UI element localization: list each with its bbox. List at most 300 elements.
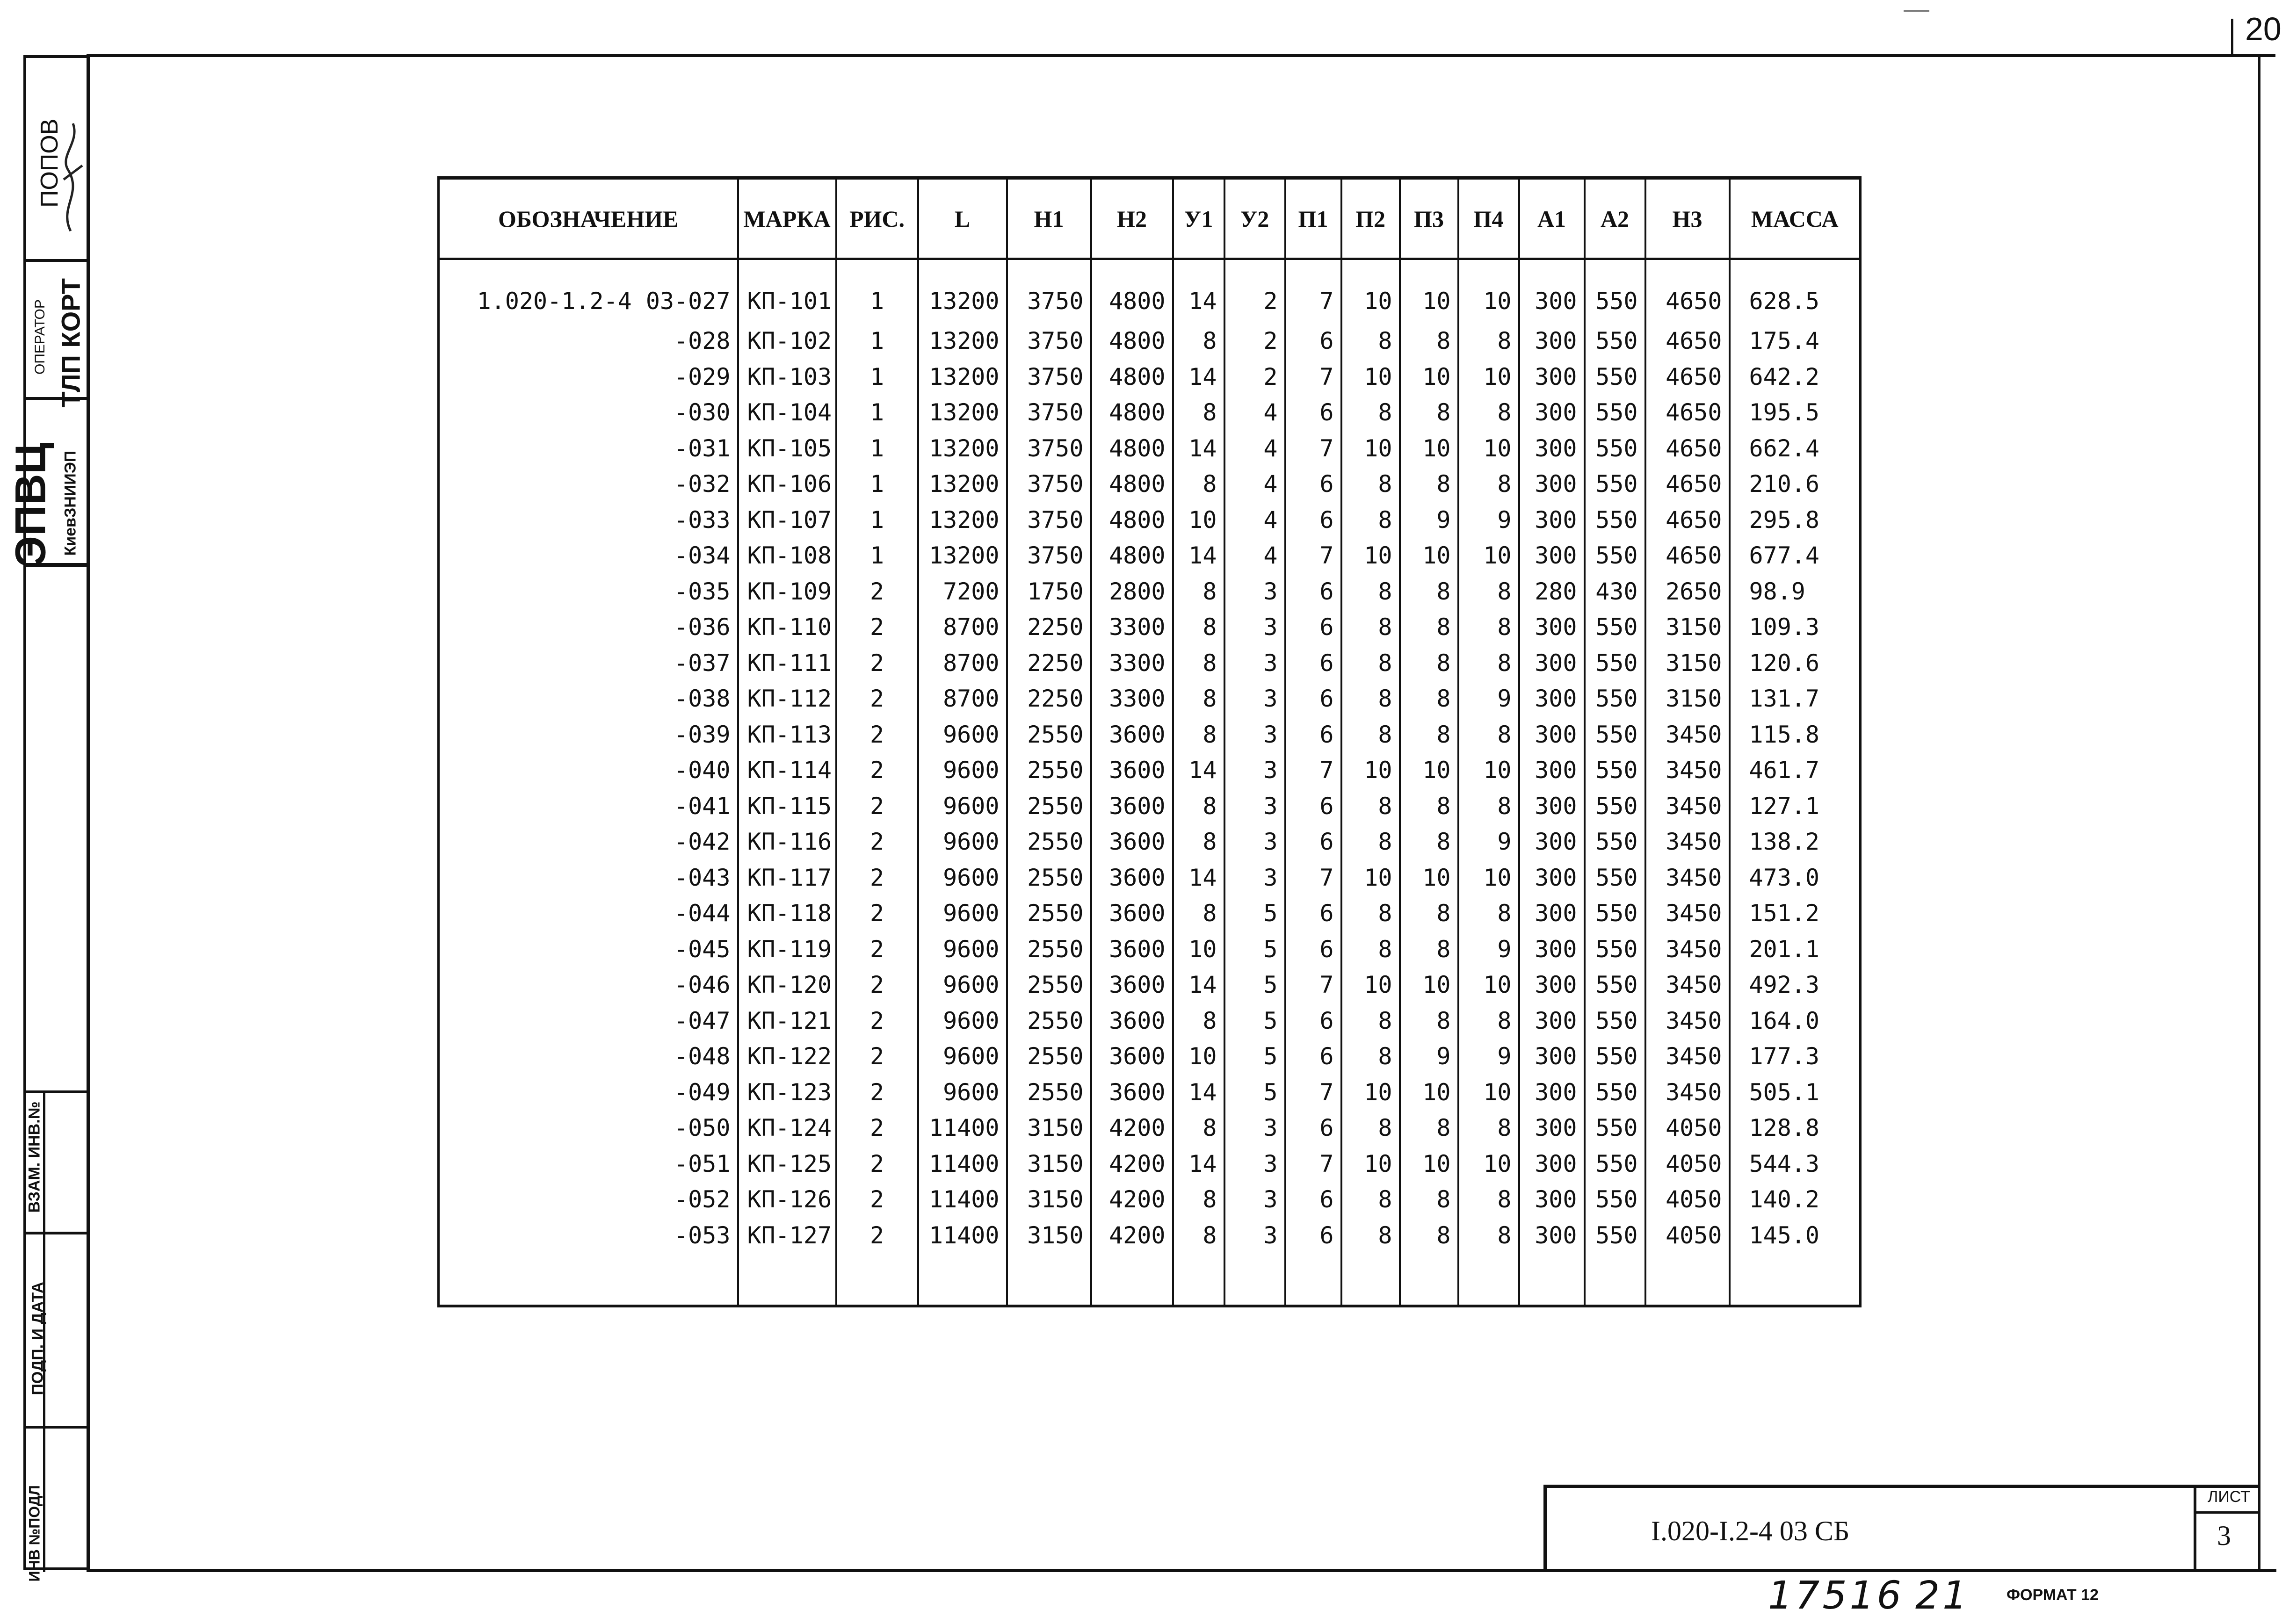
- cell-a2: 550: [1585, 502, 1645, 538]
- frame-left-border: [87, 54, 90, 1571]
- cell-h1: 3750: [1007, 502, 1091, 538]
- cell-u2: 2: [1224, 259, 1285, 324]
- cell-u1: 14: [1173, 359, 1224, 395]
- frame-right-border: [2258, 54, 2260, 1571]
- header-mark: МАРКА: [738, 178, 836, 259]
- cell-l: 13200: [918, 466, 1007, 502]
- cell-p1: 7: [1285, 1075, 1341, 1111]
- cell-p1: 7: [1285, 431, 1341, 467]
- cell-l: 9600: [918, 931, 1007, 967]
- cell-h3: 4650: [1645, 259, 1730, 324]
- cell-u2: 3: [1224, 645, 1285, 681]
- cell-h3: 3450: [1645, 895, 1730, 931]
- cell-a1: 300: [1519, 824, 1585, 860]
- table-row: [439, 1146, 1861, 1182]
- cell-mark: КП-126: [738, 1182, 836, 1218]
- cell-l: 13200: [918, 395, 1007, 431]
- cell-p2: 8: [1341, 395, 1400, 431]
- cell-designation: -042: [439, 824, 738, 860]
- cell-u2: 3: [1224, 717, 1285, 753]
- cell-p4: 8: [1458, 717, 1519, 753]
- empty-cell: [1285, 1253, 1341, 1306]
- cell-mass: 662.4: [1730, 431, 1861, 467]
- header-a2: А2: [1585, 178, 1645, 259]
- sheet-label: ЛИСТ: [2208, 1488, 2250, 1506]
- strip-divider: [26, 259, 89, 262]
- cell-a2: 550: [1585, 609, 1645, 645]
- sheet-cell-divider: [2194, 1511, 2258, 1514]
- table-row: [439, 359, 1861, 395]
- cell-p3: 9: [1400, 1039, 1458, 1075]
- cell-l: 9600: [918, 1003, 1007, 1039]
- table-row: [439, 1110, 1861, 1146]
- cell-h2: 3300: [1091, 609, 1173, 645]
- cell-u1: 8: [1173, 681, 1224, 717]
- field-vzam-inv: ВЗАМ. ИНВ.№: [25, 1101, 43, 1213]
- cell-a1: 300: [1519, 967, 1585, 1003]
- cell-figure: 1: [836, 502, 918, 538]
- cell-h2: 3600: [1091, 1039, 1173, 1075]
- cell-h2: 4800: [1091, 323, 1173, 359]
- cell-u1: 8: [1173, 609, 1224, 645]
- cell-p1: 6: [1285, 788, 1341, 824]
- cell-a2: 550: [1585, 645, 1645, 681]
- cell-u1: 8: [1173, 395, 1224, 431]
- cell-u2: 3: [1224, 1218, 1285, 1254]
- cell-p3: 8: [1400, 717, 1458, 753]
- cell-designation: -044: [439, 895, 738, 931]
- cell-h3: 4050: [1645, 1218, 1730, 1254]
- cell-designation: -033: [439, 502, 738, 538]
- cell-designation: -045: [439, 931, 738, 967]
- cell-l: 9600: [918, 1075, 1007, 1111]
- cell-p4: 8: [1458, 466, 1519, 502]
- cell-u2: 3: [1224, 1110, 1285, 1146]
- cell-h2: 3600: [1091, 1003, 1173, 1039]
- cell-p1: 7: [1285, 967, 1341, 1003]
- cell-designation: -028: [439, 323, 738, 359]
- cell-p4: 8: [1458, 609, 1519, 645]
- cell-u1: 8: [1173, 1182, 1224, 1218]
- header-l: L: [918, 178, 1007, 259]
- empty-cell: [1585, 1253, 1645, 1306]
- cell-h2: 2800: [1091, 574, 1173, 610]
- cell-h2: 3600: [1091, 752, 1173, 788]
- cell-h1: 3750: [1007, 395, 1091, 431]
- cell-mass: 492.3: [1730, 967, 1861, 1003]
- cell-mark: КП-106: [738, 466, 836, 502]
- cell-p1: 6: [1285, 395, 1341, 431]
- cell-mass: 127.1: [1730, 788, 1861, 824]
- cell-a1: 300: [1519, 1218, 1585, 1254]
- strip-divider: [26, 563, 89, 567]
- cell-p2: 10: [1341, 359, 1400, 395]
- cell-u2: 4: [1224, 431, 1285, 467]
- cell-p2: 8: [1341, 895, 1400, 931]
- cell-p4: 10: [1458, 967, 1519, 1003]
- cell-mass: 642.2: [1730, 359, 1861, 395]
- cell-p1: 6: [1285, 1182, 1341, 1218]
- cell-mark: КП-105: [738, 431, 836, 467]
- cell-mark: КП-122: [738, 1039, 836, 1075]
- cell-l: 9600: [918, 717, 1007, 753]
- cell-p1: 6: [1285, 466, 1341, 502]
- cell-h1: 2550: [1007, 752, 1091, 788]
- cell-p3: 8: [1400, 681, 1458, 717]
- cell-u2: 4: [1224, 466, 1285, 502]
- cell-mark: КП-114: [738, 752, 836, 788]
- cell-p2: 10: [1341, 860, 1400, 896]
- cell-p4: 8: [1458, 574, 1519, 610]
- cell-a2: 550: [1585, 395, 1645, 431]
- header-h3: Н3: [1645, 178, 1730, 259]
- cell-p2: 8: [1341, 824, 1400, 860]
- cell-designation: -030: [439, 395, 738, 431]
- empty-cell: [918, 1253, 1007, 1306]
- cell-l: 9600: [918, 860, 1007, 896]
- cell-p4: 8: [1458, 1110, 1519, 1146]
- cell-mark: КП-119: [738, 931, 836, 967]
- cell-l: 11400: [918, 1182, 1007, 1218]
- cell-p3: 8: [1400, 323, 1458, 359]
- cell-p4: 10: [1458, 431, 1519, 467]
- cell-l: 11400: [918, 1218, 1007, 1254]
- cell-p1: 6: [1285, 681, 1341, 717]
- cell-a2: 550: [1585, 466, 1645, 502]
- org-main-label: ЭПВЦ: [7, 442, 55, 567]
- cell-h3: 4650: [1645, 431, 1730, 467]
- cell-h2: 4200: [1091, 1218, 1173, 1254]
- cell-p4: 8: [1458, 895, 1519, 931]
- cell-a2: 550: [1585, 824, 1645, 860]
- cell-figure: 2: [836, 895, 918, 931]
- cell-p2: 8: [1341, 502, 1400, 538]
- cell-a1: 300: [1519, 1110, 1585, 1146]
- cell-u2: 5: [1224, 1039, 1285, 1075]
- cell-l: 9600: [918, 1039, 1007, 1075]
- cell-p4: 8: [1458, 323, 1519, 359]
- table-row: [439, 1075, 1861, 1111]
- cell-figure: 2: [836, 860, 918, 896]
- cell-p4: 8: [1458, 788, 1519, 824]
- cell-p2: 8: [1341, 681, 1400, 717]
- cell-designation: -039: [439, 717, 738, 753]
- cell-h1: 2550: [1007, 967, 1091, 1003]
- cell-p1: 7: [1285, 1146, 1341, 1182]
- cell-p2: 8: [1341, 931, 1400, 967]
- cell-p1: 7: [1285, 538, 1341, 574]
- cell-l: 9600: [918, 967, 1007, 1003]
- cell-designation: -036: [439, 609, 738, 645]
- table-row: [439, 1182, 1861, 1218]
- cell-p3: 10: [1400, 431, 1458, 467]
- cell-p3: 8: [1400, 931, 1458, 967]
- cell-p2: 8: [1341, 323, 1400, 359]
- cell-p1: 6: [1285, 895, 1341, 931]
- cell-p2: 8: [1341, 574, 1400, 610]
- cell-u1: 8: [1173, 717, 1224, 753]
- cell-figure: 2: [836, 1182, 918, 1218]
- header-p2: П2: [1341, 178, 1400, 259]
- table-row: [439, 466, 1861, 502]
- cell-a1: 300: [1519, 466, 1585, 502]
- cell-p4: 9: [1458, 681, 1519, 717]
- cell-figure: 2: [836, 609, 918, 645]
- cell-figure: 2: [836, 824, 918, 860]
- cell-h1: 3750: [1007, 259, 1091, 324]
- cell-u2: 3: [1224, 1146, 1285, 1182]
- cell-mass: 128.8: [1730, 1110, 1861, 1146]
- cell-p4: 8: [1458, 1218, 1519, 1254]
- cell-designation: -035: [439, 574, 738, 610]
- cell-u2: 3: [1224, 1182, 1285, 1218]
- cell-h1: 2550: [1007, 1039, 1091, 1075]
- cell-a1: 300: [1519, 502, 1585, 538]
- cell-p1: 7: [1285, 259, 1341, 324]
- cell-h2: 3600: [1091, 967, 1173, 1003]
- table-row: [439, 259, 1861, 324]
- cell-p2: 8: [1341, 645, 1400, 681]
- cell-a1: 300: [1519, 1003, 1585, 1039]
- cell-h3: 4650: [1645, 538, 1730, 574]
- cell-p1: 6: [1285, 574, 1341, 610]
- cell-h1: 1750: [1007, 574, 1091, 610]
- cell-h1: 3150: [1007, 1182, 1091, 1218]
- cell-h1: 2250: [1007, 609, 1091, 645]
- table-row: [439, 323, 1861, 359]
- document-code: I.020-I.2-4 03 СБ: [1651, 1516, 1850, 1546]
- cell-h2: 4200: [1091, 1182, 1173, 1218]
- cell-a1: 300: [1519, 788, 1585, 824]
- cell-mark: КП-118: [738, 895, 836, 931]
- table-row: [439, 752, 1861, 788]
- table-row: [439, 1218, 1861, 1254]
- header-h1: Н1: [1007, 178, 1091, 259]
- cell-h2: 3600: [1091, 860, 1173, 896]
- cell-p3: 8: [1400, 645, 1458, 681]
- cell-p2: 10: [1341, 259, 1400, 324]
- cell-p1: 6: [1285, 931, 1341, 967]
- cell-designation: -037: [439, 645, 738, 681]
- sheet-number: 3: [2217, 1520, 2231, 1551]
- cell-p3: 10: [1400, 259, 1458, 324]
- cell-designation: -049: [439, 1075, 738, 1111]
- cell-mass: 151.2: [1730, 895, 1861, 931]
- cell-u2: 3: [1224, 609, 1285, 645]
- cell-p3: 10: [1400, 1146, 1458, 1182]
- cell-p3: 8: [1400, 1110, 1458, 1146]
- cell-l: 8700: [918, 645, 1007, 681]
- handwritten-number-2: 21: [1915, 1573, 1970, 1618]
- cell-figure: 2: [836, 1003, 918, 1039]
- cell-designation: -046: [439, 967, 738, 1003]
- cell-p3: 8: [1400, 788, 1458, 824]
- cell-p4: 10: [1458, 1075, 1519, 1111]
- cell-l: 13200: [918, 323, 1007, 359]
- cell-mass: 295.8: [1730, 502, 1861, 538]
- cell-figure: 2: [836, 752, 918, 788]
- cell-designation: -050: [439, 1110, 738, 1146]
- cell-designation: -048: [439, 1039, 738, 1075]
- cell-figure: 2: [836, 1110, 918, 1146]
- table-row: [439, 395, 1861, 431]
- cell-mark: КП-120: [738, 967, 836, 1003]
- cell-h2: 3600: [1091, 895, 1173, 931]
- cell-mark: КП-117: [738, 860, 836, 896]
- cell-mark: КП-110: [738, 609, 836, 645]
- cell-mass: 677.4: [1730, 538, 1861, 574]
- cell-u2: 3: [1224, 824, 1285, 860]
- cell-figure: 2: [836, 717, 918, 753]
- top-dash: [1904, 10, 1929, 12]
- cell-a2: 430: [1585, 574, 1645, 610]
- cell-designation: -043: [439, 860, 738, 896]
- cell-p3: 8: [1400, 1182, 1458, 1218]
- cell-figure: 1: [836, 359, 918, 395]
- empty-cell: [738, 1253, 836, 1306]
- cell-p2: 8: [1341, 1003, 1400, 1039]
- cell-a2: 550: [1585, 538, 1645, 574]
- cell-p4: 10: [1458, 752, 1519, 788]
- cell-h2: 3300: [1091, 645, 1173, 681]
- cell-u2: 3: [1224, 860, 1285, 896]
- cell-mark: КП-127: [738, 1218, 836, 1254]
- cell-p3: 8: [1400, 824, 1458, 860]
- table-row: [439, 860, 1861, 896]
- cell-u1: 10: [1173, 1039, 1224, 1075]
- cell-figure: 2: [836, 931, 918, 967]
- cell-a1: 300: [1519, 860, 1585, 896]
- table-row: [439, 895, 1861, 931]
- table-row: [439, 967, 1861, 1003]
- cell-p3: 8: [1400, 895, 1458, 931]
- cell-designation: -040: [439, 752, 738, 788]
- cell-p1: 6: [1285, 645, 1341, 681]
- strip-divider: [26, 397, 89, 400]
- cell-u1: 14: [1173, 431, 1224, 467]
- cell-mass: 177.3: [1730, 1039, 1861, 1075]
- cell-p2: 10: [1341, 1075, 1400, 1111]
- cell-p2: 8: [1341, 788, 1400, 824]
- cell-p3: 10: [1400, 752, 1458, 788]
- cell-p3: 10: [1400, 860, 1458, 896]
- cell-l: 9600: [918, 895, 1007, 931]
- cell-h3: 3150: [1645, 681, 1730, 717]
- cell-p1: 7: [1285, 860, 1341, 896]
- cell-a2: 550: [1585, 895, 1645, 931]
- strip-divider: [26, 1426, 89, 1429]
- cell-figure: 1: [836, 259, 918, 324]
- cell-mark: КП-121: [738, 1003, 836, 1039]
- cell-u2: 4: [1224, 538, 1285, 574]
- cell-figure: 1: [836, 395, 918, 431]
- table-row: [439, 717, 1861, 753]
- frame-top-border: [89, 54, 2275, 57]
- cell-h2: 4200: [1091, 1146, 1173, 1182]
- cell-l: 13200: [918, 502, 1007, 538]
- empty-cell: [1173, 1253, 1224, 1306]
- cell-mass: 461.7: [1730, 752, 1861, 788]
- cell-h1: 3750: [1007, 431, 1091, 467]
- cell-p2: 8: [1341, 1110, 1400, 1146]
- cell-h2: 3600: [1091, 717, 1173, 753]
- cell-a1: 300: [1519, 323, 1585, 359]
- empty-cell: [1224, 1253, 1285, 1306]
- cell-mass: 505.1: [1730, 1075, 1861, 1111]
- cell-h2: 4800: [1091, 502, 1173, 538]
- cell-a2: 550: [1585, 860, 1645, 896]
- cell-p4: 9: [1458, 931, 1519, 967]
- cell-mass: 628.5: [1730, 259, 1861, 324]
- cell-h3: 4050: [1645, 1182, 1730, 1218]
- cell-p2: 8: [1341, 1182, 1400, 1218]
- cell-h2: 4800: [1091, 538, 1173, 574]
- table-row: [439, 681, 1861, 717]
- header-designation: ОБОЗНАЧЕНИЕ: [439, 178, 738, 259]
- cell-h3: 3450: [1645, 1003, 1730, 1039]
- empty-cell: [1341, 1253, 1400, 1306]
- cell-h1: 2550: [1007, 1003, 1091, 1039]
- cell-mass: 201.1: [1730, 931, 1861, 967]
- org-sub-label: КиевЗНИИЭП: [61, 450, 80, 556]
- cell-h3: 3150: [1645, 645, 1730, 681]
- cell-figure: 1: [836, 538, 918, 574]
- cell-u2: 3: [1224, 788, 1285, 824]
- table-row: [439, 609, 1861, 645]
- cell-a1: 300: [1519, 538, 1585, 574]
- cell-u1: 14: [1173, 967, 1224, 1003]
- empty-cell: [1645, 1253, 1730, 1306]
- cell-h1: 2550: [1007, 895, 1091, 931]
- name-stamp: ПОПОВ: [36, 118, 63, 208]
- cell-a2: 550: [1585, 681, 1645, 717]
- cell-a1: 300: [1519, 259, 1585, 324]
- cell-h1: 2550: [1007, 824, 1091, 860]
- cell-h3: 4650: [1645, 502, 1730, 538]
- cell-mass: 164.0: [1730, 1003, 1861, 1039]
- cell-h3: 4050: [1645, 1146, 1730, 1182]
- cell-u1: 8: [1173, 788, 1224, 824]
- cell-h1: 2250: [1007, 681, 1091, 717]
- cell-figure: 2: [836, 788, 918, 824]
- cell-h3: 3450: [1645, 1075, 1730, 1111]
- cell-mass: 175.4: [1730, 323, 1861, 359]
- cell-figure: 2: [836, 645, 918, 681]
- cell-p1: 6: [1285, 1110, 1341, 1146]
- cell-u1: 14: [1173, 1075, 1224, 1111]
- cell-h2: 4800: [1091, 259, 1173, 324]
- cell-a2: 550: [1585, 431, 1645, 467]
- empty-cell: [836, 1253, 918, 1306]
- cell-designation: -038: [439, 681, 738, 717]
- cell-p2: 8: [1341, 717, 1400, 753]
- cell-mass: 131.7: [1730, 681, 1861, 717]
- cell-mark: КП-103: [738, 359, 836, 395]
- empty-cell: [1091, 1253, 1173, 1306]
- cell-a1: 300: [1519, 359, 1585, 395]
- cell-a2: 550: [1585, 967, 1645, 1003]
- cell-h3: 3450: [1645, 717, 1730, 753]
- cell-h1: 2550: [1007, 717, 1091, 753]
- cell-p1: 6: [1285, 824, 1341, 860]
- cell-h1: 3150: [1007, 1218, 1091, 1254]
- operator-label: ОПЕРАТОР: [32, 299, 48, 375]
- cell-mass: 120.6: [1730, 645, 1861, 681]
- table-row: [439, 431, 1861, 467]
- cell-p2: 8: [1341, 1218, 1400, 1254]
- cell-u1: 14: [1173, 538, 1224, 574]
- cell-p4: 10: [1458, 259, 1519, 324]
